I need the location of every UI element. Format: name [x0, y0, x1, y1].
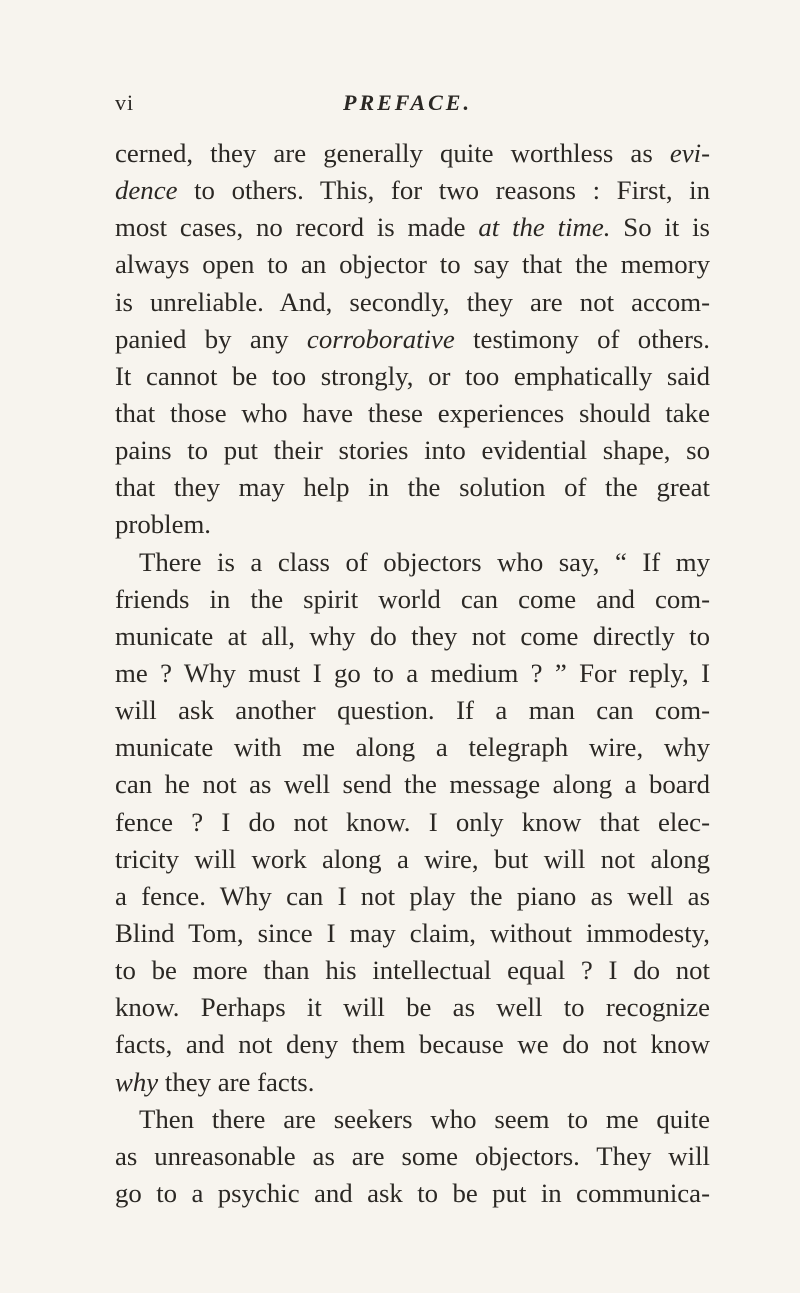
text-line: can he not as well send the message along a board — [115, 769, 710, 800]
text-line: dence to others. This, for two reasons : First, in — [115, 175, 710, 206]
italic-word: why — [115, 1066, 159, 1097]
text-line: know. Perhaps it will be as well to recognize — [115, 992, 710, 1023]
text-line: tricity will work along a wire, but will not along — [115, 843, 710, 874]
running-title: PREFACE. — [343, 90, 472, 115]
text-line: fence ? I do not know. I only know that elec- — [115, 806, 710, 837]
text-line: that they may help in the solution of the great — [115, 472, 710, 503]
text-line: a fence. Why can I not play the piano as well as — [115, 880, 710, 911]
page-number: vi — [115, 90, 135, 115]
page-header — [115, 90, 700, 120]
text-line: Blind Tom, since I may claim, without immodesty, — [115, 917, 710, 948]
text-line: problem. — [115, 509, 212, 540]
italic-phrase: at the time. — [478, 212, 611, 243]
italic-word: evi- — [669, 138, 710, 168]
text-line: Then there are seekers who seem to me quite — [139, 1103, 710, 1134]
text-line: municate with me along a telegraph wire, why — [115, 732, 710, 763]
text-line: most cases, no record is made at the time. So it is — [115, 212, 710, 243]
italic-word: dence — [115, 175, 178, 206]
text-line: me ? Why must I go to a medium ? ” For reply, I — [115, 657, 710, 688]
text-line: as unreasonable as are some objectors. They will — [115, 1140, 710, 1171]
text-line: why they are facts. — [115, 1066, 315, 1097]
text-line: go to a psychic and ask to be put in communica- — [115, 1177, 710, 1208]
text-line: friends in the spirit world can come and com- — [115, 583, 710, 614]
text-line: It cannot be too strongly, or too emphatically said — [115, 360, 710, 391]
text-line: panied by any corroborative testimony of others. — [115, 323, 710, 354]
text-line: to be more than his intellectual equal ? I do not — [115, 955, 710, 986]
text-line: municate at all, why do they not come directly to — [115, 620, 710, 651]
text-line: cerned, they are generally quite worthless as evi- — [115, 138, 710, 168]
text-line: always open to an objector to say that the memory — [115, 249, 710, 280]
text-line: There is a class of objectors who say, “ If my — [139, 546, 710, 577]
text-line: pains to put their stories into evidential shape, so — [115, 435, 710, 466]
text-line: that those who have these experiences should take — [115, 397, 710, 428]
text-line: is unreliable. And, secondly, they are not accom- — [115, 286, 710, 317]
text-line: will ask another question. If a man can com- — [115, 695, 710, 726]
text-line: facts, and not deny them because we do not know — [115, 1029, 710, 1060]
body-text — [115, 135, 710, 1212]
italic-word: corroborative — [306, 323, 455, 354]
